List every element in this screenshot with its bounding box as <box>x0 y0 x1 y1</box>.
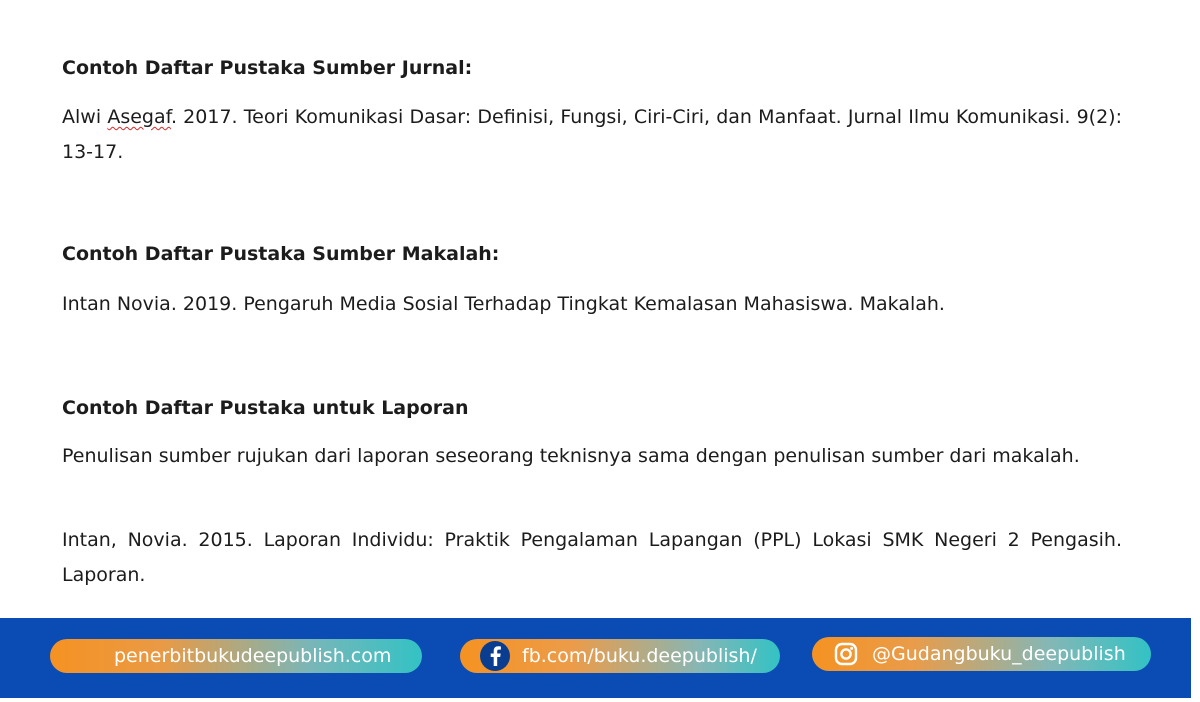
document-body <box>62 0 1122 618</box>
paper-heading: Contoh Daftar Pustaka Sumber Makalah: <box>62 243 500 265</box>
journal-reference-author: Alwi <box>62 106 102 128</box>
instagram-link-label: @Gudangbuku_deepublish <box>872 643 1126 665</box>
report-reference: Intan, Novia. 2015. Laporan Individu: Praktik Pengalaman Lapangan (PPL) Lokasi SMK Negeri 2 Pengasih. Laporan. <box>62 529 1122 586</box>
journal-reference-details: . 2017. Teori Komunikasi Dasar: Definisi, Fungsi, Ciri-Ciri, dan Manfaat. Jurnal Ilmu Komunikasi. 9(2): 13-17. <box>62 106 1122 163</box>
spellcheck-flagged-word: Asegaf <box>107 106 171 128</box>
instagram-link[interactable] <box>812 637 1151 671</box>
facebook-link-label: fb.com/buku.deepublish/ <box>522 645 757 667</box>
footer-banner <box>0 618 1191 698</box>
instagram-icon <box>834 642 858 666</box>
facebook-icon <box>480 641 510 671</box>
report-heading: Contoh Daftar Pustaka untuk Laporan <box>62 397 469 419</box>
website-link-label: penerbitbukudeepublish.com <box>114 645 392 667</box>
paper-reference: Intan Novia. 2019. Pengaruh Media Sosial Terhadap Tingkat Kemalasan Mahasiswa. Makalah. <box>62 293 945 315</box>
facebook-link[interactable] <box>460 639 780 673</box>
page-edge <box>1191 0 1200 702</box>
journal-reference <box>62 100 1122 170</box>
journal-heading: Contoh Daftar Pustaka Sumber Jurnal: <box>62 57 473 79</box>
report-explanation: Penulisan sumber rujukan dari laporan seseorang teknisnya sama dengan penulisan sumber dari makalah. <box>62 445 1080 467</box>
website-link[interactable] <box>50 639 422 673</box>
